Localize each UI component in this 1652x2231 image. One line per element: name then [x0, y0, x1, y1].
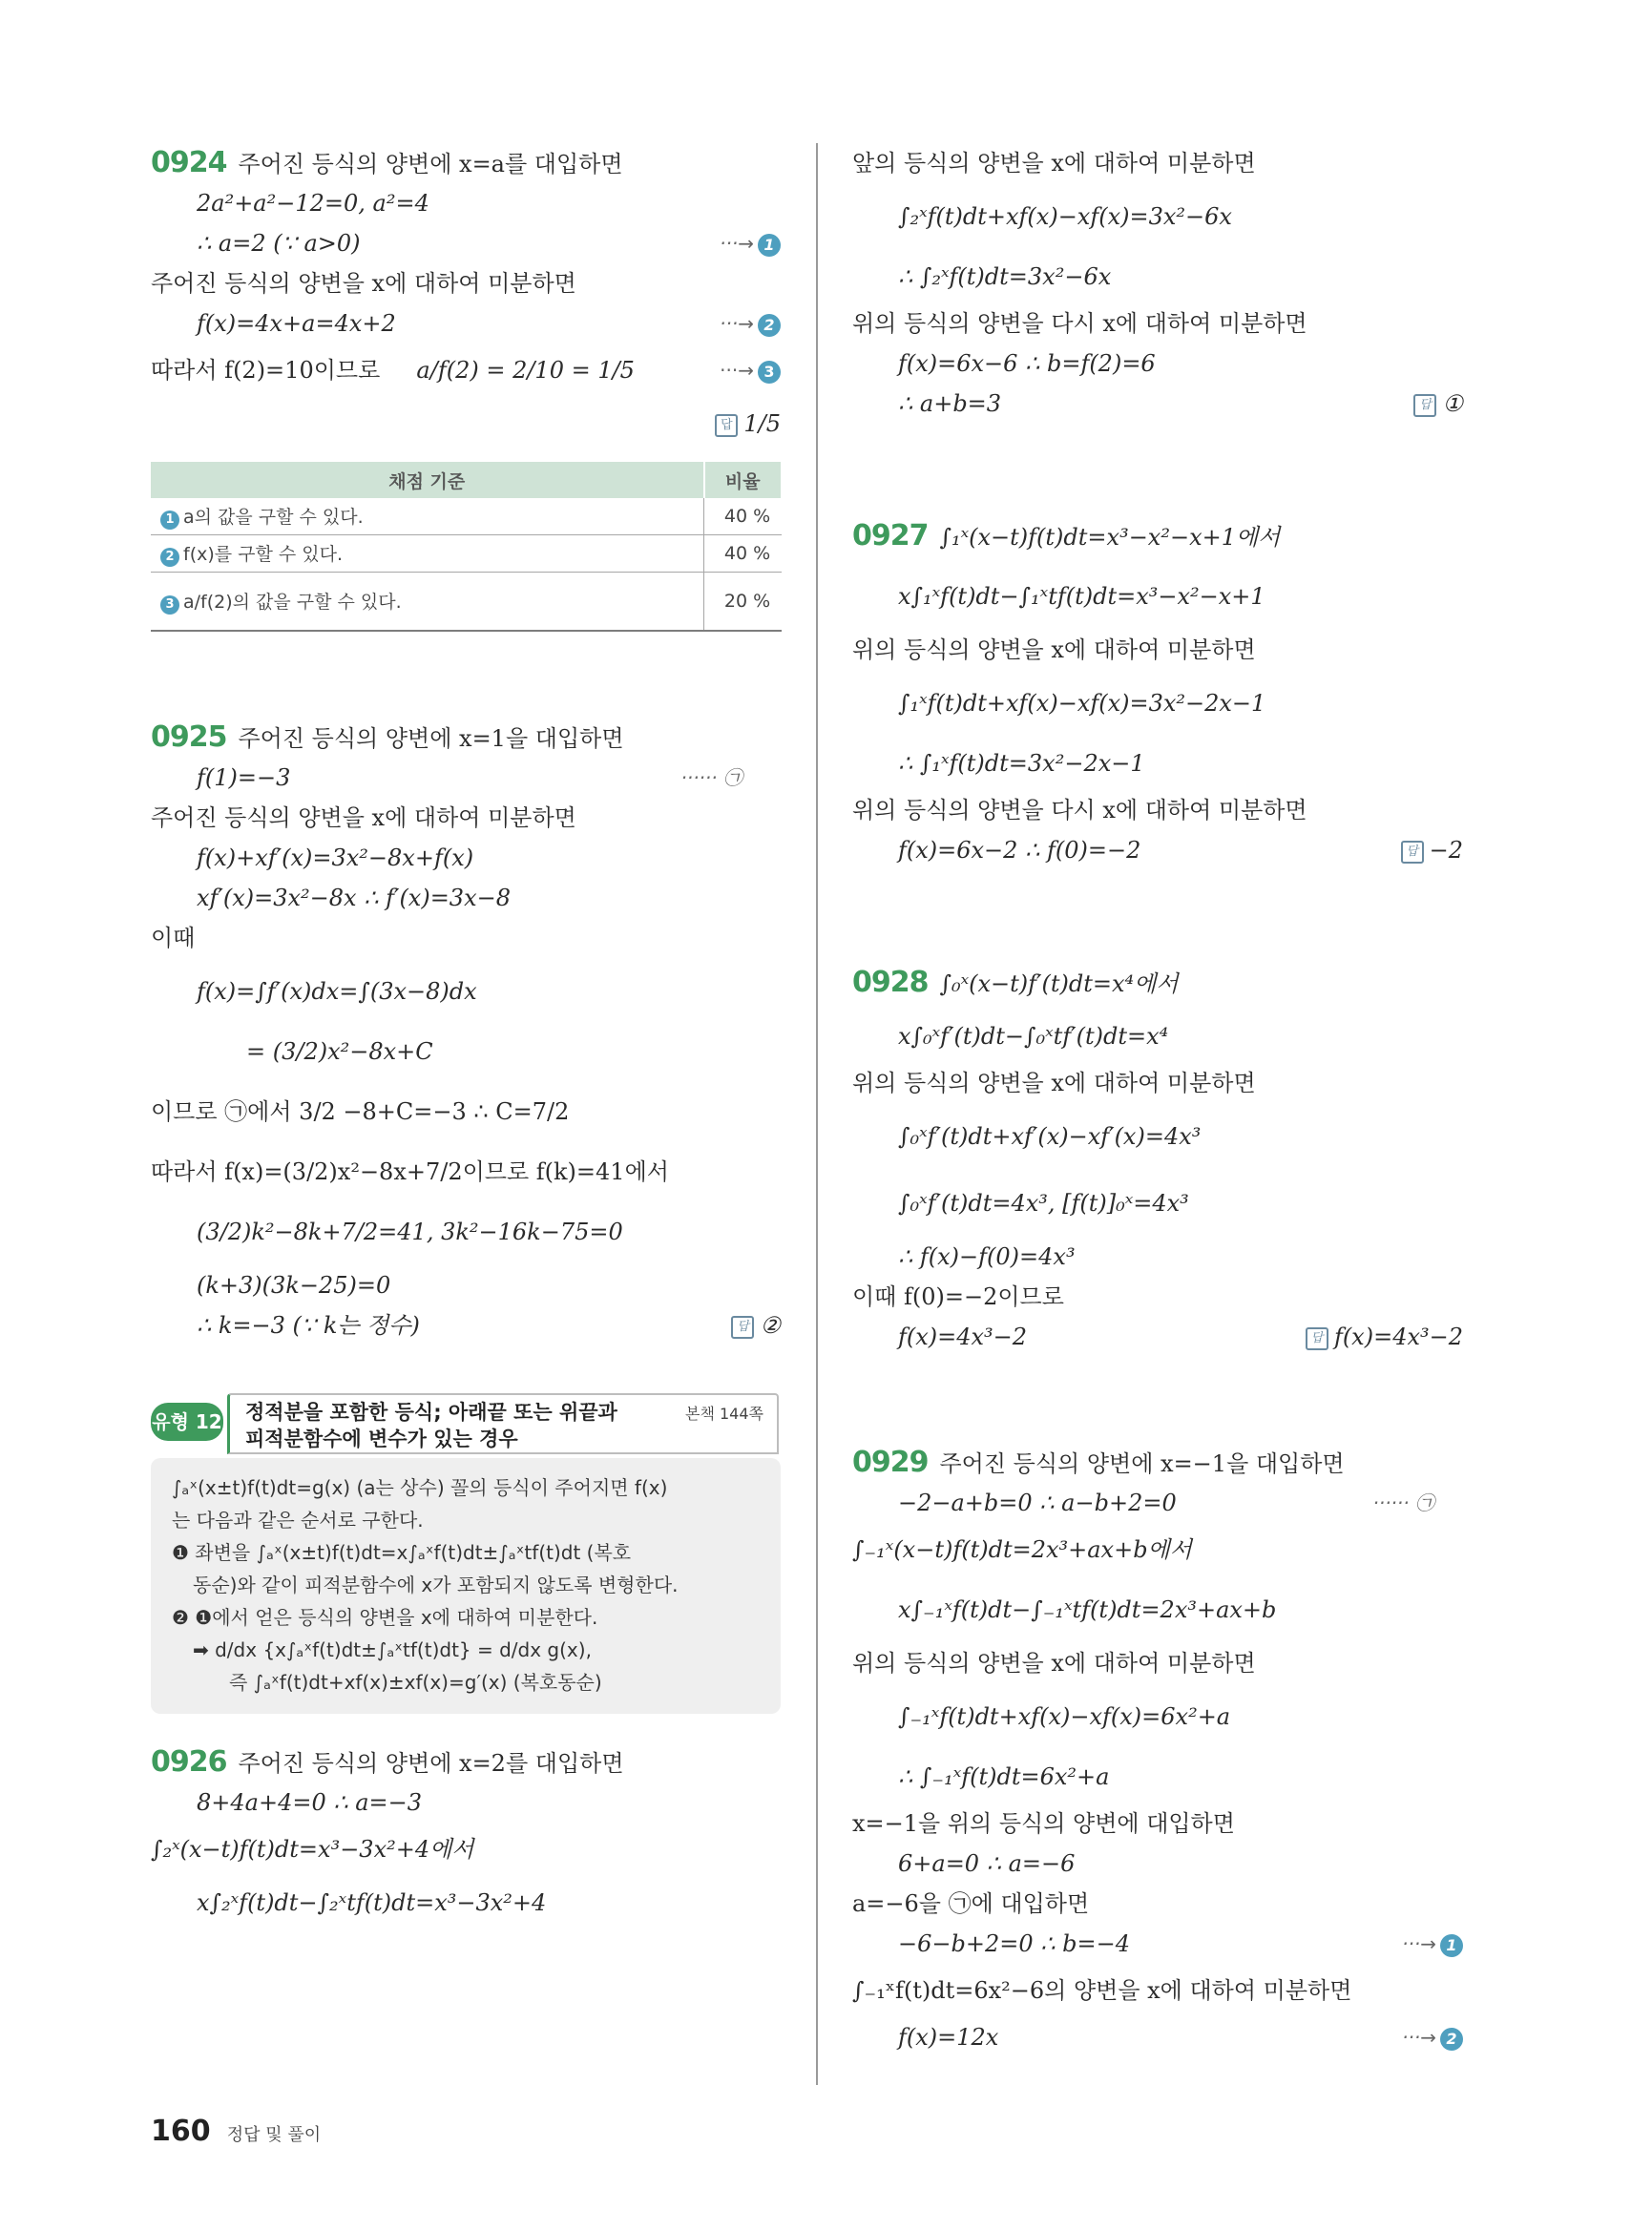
type-12-summary-box: ∫ₐˣ(x±t)f(t)dt=g(x) (a는 상수) 꼴의 등식이 주어지면 f(x) 는 다음과 같은 순서로 구한다. ❶ 좌변을 ∫ₐˣ(x±t)f(t)dt=x∫ₐˣf(t)dt±∫ₐˣtf(t)dt (복호 동순)와 같이 피적분함수에 x가 포함되지 않도록 변형한다. ❷ ❶에서 얻은 등식의 양변을 x에 대하여 미분한다. ➡ d/dx {x∫ₐˣf(t)dt±∫ₐˣtf(t)dt} = d/dx g(x), 즉 ∫ₐˣf(t)dt+xf(x)±xf(x)=g′(x) (복호동순)	[151, 1458, 781, 1714]
step-marker-1: ···→ 1	[1402, 1924, 1463, 1964]
column-divider	[816, 143, 818, 2085]
text-line: 주어진 등식의 양변에 x=a를 대입하면	[238, 151, 623, 177]
answer-icon: 답	[1413, 394, 1436, 417]
grading-row: a/f(2)의 값을 구할 수 있다.	[183, 592, 402, 613]
right-column	[852, 143, 1482, 2057]
answer: 답 ①	[1413, 384, 1463, 424]
problem-0929: 0929 주어진 등식의 양변에 x=−1을 대입하면 −2−a+b=0 ∴ a−b+2=0 ······ ㉠ ∫₋₁ˣ(x−t)f(t)dt=2x³+ax+b에서 x∫₋₁ˣf(t)dt−∫₋₁ˣtf(t)dt=2x³+ax+b 위의 등식의 양변을 x에 대하여 미분하면 ∫₋₁ˣf(t)dt+xf(x)−xf(x)=6x²+a ∴ ∫₋₁ˣf(t)dt=6x²+a x=−1을 위의 등식의 양변에 대입하면 6+a=0 ∴ a=−6 a=−6을 ㉠에 대입하면 −6−b+2=0 ∴ b=−4 ···→ 1 ∫₋₁ˣf(t)dt=6x²−6의 양변을 x에 대하여 미분하면 f(x)=12x ···→ 2	[852, 1443, 1482, 2057]
answer-icon: 답	[731, 1316, 754, 1339]
problem-0926-continued: 앞의 등식의 양변을 x에 대하여 미분하면 ∫₂ˣf(t)dt+xf(x)−xf(x)=3x²−6x ∴ ∫₂ˣf(t)dt=3x²−6x 위의 등식의 양변을 다시 x에 대하여 미분하면 f(x)=6x−6 ∴ b=f(2)=6 ∴ a+b=3 답 ①	[852, 143, 1482, 424]
equation-tag: ······ ㉠	[680, 766, 742, 789]
page-footer	[151, 2115, 321, 2148]
problem-0925: 0925 주어진 등식의 양변에 x=1을 대입하면 f(1)=−3 ······ ㉠ 주어진 등식의 양변을 x에 대하여 미분하면 f(x)+xf′(x)=3x²−8x+f(x) xf′(x)=3x²−8x ∴ f′(x)=3x−8 이때 f(x)=∫f′(x)dx=∫(3x−8)dx = (3/2)x²−8x+C 이므로 ㉠에서 3/2 −8+C=−3 ∴ C=7/2 따라서 f(x)=(3/2)x²−8x+7/2이므로 f(k)=41에서 (3/2)k²−8k+7/2=41, 3k²−16k−75=0 (k+3)(3k−25)=0 ∴ k=−3 (∵ k는 정수) 답 ②	[151, 718, 781, 1345]
page-label: 정답 및 풀이	[226, 2125, 322, 2145]
problem-0927: 0927 ∫₁ˣ(x−t)f(t)dt=x³−x²−x+1에서 x∫₁ˣf(t)dt−∫₁ˣtf(t)dt=x³−x²−x+1 위의 등식의 양변을 x에 대하여 미분하면 ∫₁ˣf(t)dt+xf(x)−xf(x)=3x²−2x−1 ∴ ∫₁ˣf(t)dt=3x²−2x−1 위의 등식의 양변을 다시 x에 대하여 미분하면 f(x)=6x−2 ∴ f(0)=−2 답 −2	[852, 510, 1482, 870]
step-marker-3: ···→ 3	[720, 344, 781, 397]
text-line: 2a²+a²−12=0, a²=4	[197, 190, 429, 217]
page-number: 160	[151, 2115, 211, 2148]
problem-number: 0929	[852, 1446, 929, 1479]
text-line: f(x)=4x+a=4x+2	[197, 310, 396, 337]
answer-icon: 답	[1306, 1327, 1328, 1350]
equation-tag: ······ ㉠	[1372, 1491, 1434, 1514]
step-marker-2: ···→ 2	[720, 303, 781, 344]
answer-icon: 답	[1401, 841, 1424, 864]
problem-number: 0926	[151, 1745, 227, 1779]
step-marker-1: ···→ 1	[720, 223, 781, 263]
type-12-header	[151, 1393, 781, 1458]
problem-number: 0927	[852, 519, 929, 553]
problem-number: 0924	[151, 146, 227, 179]
type-badge: 유형 12	[151, 1403, 223, 1441]
problem-0928: 0928 ∫₀ˣ(x−t)f′(t)dt=x⁴에서 x∫₀ˣf′(t)dt−∫₀ˣtf′(t)dt=x⁴ 위의 등식의 양변을 x에 대하여 미분하면 ∫₀ˣf′(t)dt+xf′(x)−xf′(x)=4x³ ∫₀ˣf′(t)dt=4x³, [f(t)]₀ˣ=4x³ ∴ f(x)−f(0)=4x³ 이때 f(0)=−2이므로 f(x)=4x³−2 답 f(x)=4x³−2	[852, 956, 1482, 1357]
answer: 답 1/5	[715, 397, 781, 450]
answer: 답 −2	[1401, 830, 1463, 870]
text-line: 따라서 f(2)=10이므로	[151, 357, 381, 384]
answer: 답 f(x)=4x³−2	[1306, 1317, 1463, 1357]
step-marker-2: ···→ 2	[1402, 2017, 1463, 2057]
text-line: a/f(2) = 2/10 = 1/5	[416, 357, 635, 384]
answer: 답 ②	[731, 1305, 781, 1345]
problem-0926: 0926 주어진 등식의 양변에 x=2를 대입하면 8+4a+4=0 ∴ a=−3 ∫₂ˣ(x−t)f(t)dt=x³−3x²+4에서 x∫₂ˣf(t)dt−∫₂ˣtf(t)dt=x³−3x²+4	[151, 1745, 624, 1916]
problem-number: 0928	[852, 966, 929, 999]
book-reference: 본책 144쪽	[685, 1405, 763, 1423]
problem-0924	[151, 143, 781, 450]
grading-row: f(x)를 구할 수 있다.	[183, 544, 344, 565]
text-line: ∴ a=2 (∵ a>0)	[197, 230, 361, 257]
answer-icon: 답	[715, 414, 738, 437]
type-title: 정적분을 포함한 등식; 아래끝 또는 위끝과 피적분함수에 변수가 있는 경우 본책 144쪽	[227, 1393, 779, 1454]
grading-header: 채점 기준	[151, 462, 704, 498]
ratio-header: 비율	[704, 462, 783, 498]
problem-number: 0925	[151, 720, 227, 754]
text-line: 주어진 등식의 양변을 x에 대하여 미분하면	[151, 270, 576, 297]
grading-table: 채점 기준 비율 1 a의 값을 구할 수 있다. 40 % 2 f(x)를 구할 수 있다. 40 % 3 a/f(2)의 값을 구할 수 있다. 20 %	[151, 462, 783, 632]
grading-row: a의 값을 구할 수 있다.	[183, 507, 364, 528]
left-column	[151, 143, 781, 1929]
